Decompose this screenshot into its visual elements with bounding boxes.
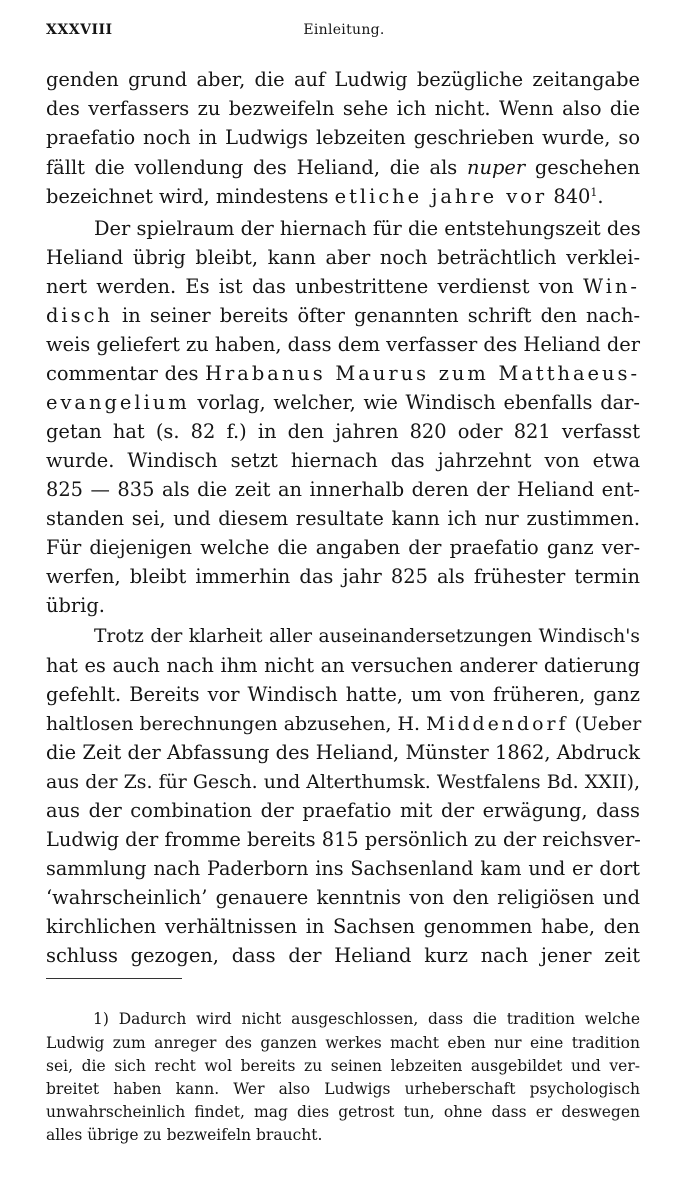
text-line — [46, 153, 640, 183]
footnote-marker: 1 — [590, 186, 598, 199]
text-span: geschehen — [534, 156, 640, 179]
running-title: Einleitung. — [303, 22, 385, 38]
footnote-line: sei, die sich recht wol bereits zu seinen lebzeiten ausgebildet und ver- — [46, 1057, 640, 1075]
spaced-emphasis: disch — [46, 304, 113, 327]
text-line: Ludwig der fromme bereits 815 persönlich zu der reichsver- — [46, 828, 641, 851]
text-line: die Zeit der Abfassung des Heliand, Münster 1862, Abdruck — [46, 741, 640, 764]
footnote-line: unwahrscheinlich findet, mag dies getrost tun, ohne dass er deswegen — [46, 1103, 640, 1121]
text-line — [46, 182, 640, 212]
footnote-line: breitet haben kann. Wer also Ludwigs urheberschaft psychologisch — [46, 1080, 640, 1098]
text-line: ‘wahrscheinlich’ genauere kenntnis von den religiösen und — [46, 886, 640, 909]
text-line — [46, 272, 640, 302]
footnote-rule — [46, 978, 182, 979]
text-line: sammlung nach Paderborn ins Sachsenland kam und er dort — [46, 857, 640, 880]
spaced-emphasis: Win- — [583, 275, 640, 298]
text-line: 825 — 835 als die zeit an innerhalb deren der Heliand ent- — [46, 478, 640, 501]
text-line: aus der Zs. für Gesch. und Alterthumsk. Westfalens Bd. XXII), — [46, 771, 640, 793]
text-line: genden grund aber, die auf Ludwig bezügliche zeitangabe — [46, 68, 640, 91]
text-line — [46, 388, 640, 418]
text-span: nert werden. Es ist das unbestrittene verdienst von — [46, 275, 574, 298]
text-span: bezeichnet wird, mindestens — [46, 185, 329, 208]
footnote-line: Ludwig zum anreger des ganzen werkes macht eben nur eine tradition — [46, 1034, 640, 1052]
text-span: haltlosen berechnungen abzusehen, H. — [46, 713, 421, 735]
text-span: 840 — [553, 185, 591, 208]
text-line: Für diejenigen welche die angaben der praefatio ganz ver- — [46, 536, 640, 559]
text-span: in seiner bereits öfter genannten schrift den nach- — [122, 304, 640, 327]
text-line — [46, 359, 640, 389]
running-header — [46, 22, 642, 42]
spaced-emphasis: Middendorf — [426, 713, 569, 735]
text-line: aus der combination der praefatio mit der erwägung, dass — [46, 799, 640, 822]
footnote-line: alles übrige zu bezweifeln braucht. — [46, 1126, 323, 1144]
text-line: wurde. Windisch setzt hiernach das jahrzehnt von etwa — [46, 449, 640, 472]
text-line: schluss gezogen, dass der Heliand kurz nach jener zeit — [46, 944, 640, 967]
text-line: des verfassers zu bezweifeln sehe ich nicht. Wenn also die — [46, 97, 640, 120]
text-line: hat es auch nach ihm nicht an versuchen anderer datierung — [46, 654, 640, 677]
text-line: Heliand übrig bleibt, kann aber noch beträchtlich verklei- — [46, 246, 640, 269]
emphasis-word: nuper — [467, 156, 526, 179]
text-span: . — [597, 185, 604, 208]
spaced-emphasis: etliche jahre vor — [334, 185, 548, 208]
spaced-emphasis: Hrabanus Maurus zum Matthaeus- — [205, 362, 640, 385]
text-line: getan hat (s. 82 f.) in den jahren 820 oder 821 verfasst — [46, 420, 640, 443]
text-line — [46, 301, 640, 331]
text-line: kirchlichen verhältnissen in Sachsen genommen habe, den — [46, 915, 640, 938]
text-line: übrig. — [46, 594, 105, 617]
page-number: XXXVIII — [46, 22, 113, 38]
text-line: standen sei, und diesem resultate kann ich nur zustimmen. — [46, 507, 640, 530]
footnote-line: 1) Dadurch wird nicht ausgeschlossen, dass die tradition welche — [93, 1010, 640, 1028]
text-span: fällt die vollendung des Heliand, die als — [46, 156, 458, 179]
text-line: praefatio noch in Ludwigs lebzeiten geschrieben wurde, so — [46, 126, 640, 149]
text-span: (Ueber — [574, 713, 642, 735]
spaced-emphasis: evangelium — [46, 391, 190, 414]
text-line: werfen, bleibt immerhin das jahr 825 als frühester termin — [46, 565, 640, 588]
text-line: weis geliefert zu haben, dass dem verfasser des Heliand der — [46, 333, 640, 356]
text-span: vorlag, welcher, wie Windisch ebenfalls dar- — [197, 391, 640, 414]
text-line — [46, 709, 640, 739]
text-line: Trotz der klarheit aller auseinandersetzungen Windisch's — [94, 626, 640, 647]
text-line: gefehlt. Bereits vor Windisch hatte, um von früheren, ganz — [46, 683, 640, 706]
text-line: Der spielraum der hiernach für die entstehungszeit des — [94, 217, 641, 240]
text-span: commentar des — [46, 362, 199, 385]
